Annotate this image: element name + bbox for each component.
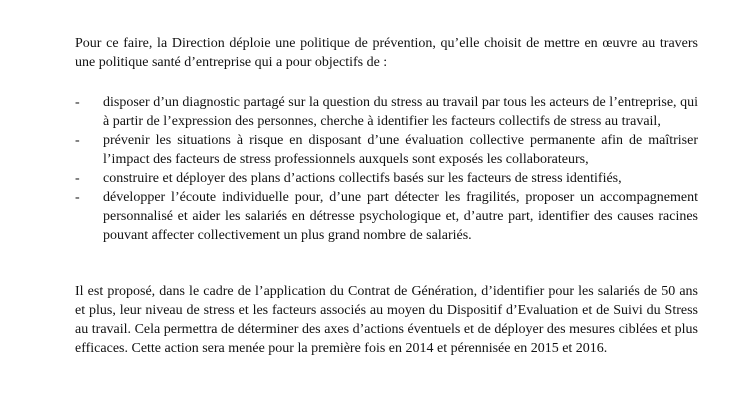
list-item-text: prévenir les situations à risque en disposant d’une évaluation collective permanente afin de maîtriser l’impact des facteurs de stress professionnels auxquels sont exposés les collaborateurs, [103,133,698,167]
list-item-text: disposer d’un diagnostic partagé sur la question du stress au travail par tous les acteurs de l’entreprise, qui à partir de l’expression des personnes, cherche à identifier les facteurs collectifs de stress au travail, [103,95,698,129]
list-item-text: construire et déployer des plans d’actions collectifs basés sur les facteurs de stress identifiés, [103,171,622,186]
generation-contract-paragraph: Il est proposé, dans le cadre de l’application du Contrat de Génération, d’identifier pour les salariés de 50 ans et plus, leur niveau de stress et les facteurs associés au moyen du Dispositif d’Evaluation et de Suivi du Stress au travail. Cela permettra de déterminer des axes d’actions éventuels et de déployer des mesures ciblées et plus efficaces. Cette action sera menée pour la première fois en 2014 et pérennisée en 2015 et 2016. [75,284,698,356]
intro-paragraph: Pour ce faire, la Direction déploie une politique de prévention, qu’elle choisit de mettre en œuvre au travers une politique santé d’entreprise qui a pour objectifs de : [75,36,698,70]
objectives-list [75,93,698,245]
bullet-dash: - [75,95,80,110]
list-item [75,188,698,245]
bullet-dash: - [75,133,80,148]
list-item [75,131,698,169]
list-item-text: développer l’écoute individuelle pour, d’une part détecter les fragilités, proposer un accompagnement personnalisé et aider les salariés en détresse psychologique et, d’autre part, identifier des causes racines pouvant affecter collectivement un plus grand nombre de salariés. [103,190,698,243]
list-item [75,93,698,131]
list-item [75,169,698,188]
bullet-dash: - [75,171,80,186]
bullet-dash: - [75,190,80,205]
